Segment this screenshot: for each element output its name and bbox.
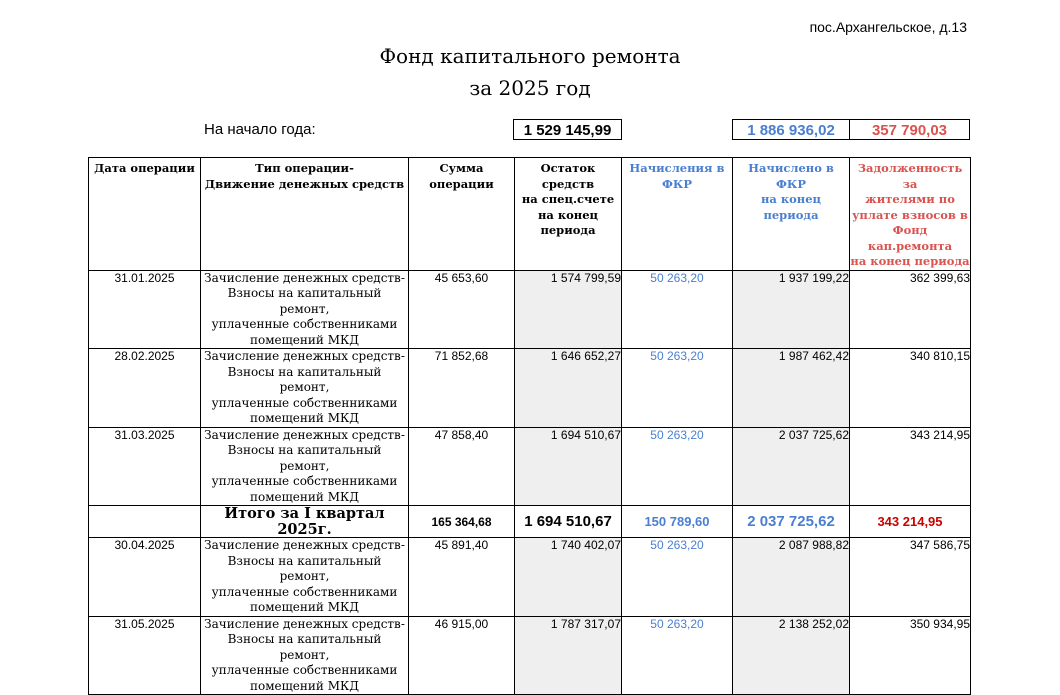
- fund-table: [88, 157, 971, 695]
- total-balance: 1 694 510,67: [515, 506, 622, 538]
- table-row: [89, 538, 971, 617]
- opening-accrued: 1 886 936,02: [732, 119, 849, 140]
- cell-balance: 1 694 510,67: [515, 427, 622, 506]
- cell-debt: 340 810,15: [850, 349, 971, 428]
- cell-date: 28.02.2025: [89, 349, 201, 428]
- address: пос.Архангельское, д.13: [809, 19, 967, 35]
- cell-charges: 50 263,20: [622, 349, 733, 428]
- opening-label: На начало года:: [204, 121, 316, 138]
- document-title: Фонд капитального ремонта: [379, 44, 681, 68]
- header-charges: Начисления в ФКР: [622, 158, 733, 271]
- cell-balance: 1 740 402,07: [515, 538, 622, 617]
- cell-accrued: 1 987 462,42: [733, 349, 850, 428]
- header-accrued: Начислено в ФКР на конец периода: [733, 158, 850, 271]
- header-date: Дата операции: [89, 158, 201, 271]
- cell-charges: 50 263,20: [622, 270, 733, 349]
- cell-date: 31.05.2025: [89, 616, 201, 695]
- cell-type: Зачисление денежных средств- Взносы на капитальный ремонт, уплаченные собственниками помещений МКД: [201, 538, 409, 617]
- cell-balance: 1 646 652,27: [515, 349, 622, 428]
- cell-amount: 45 653,60: [409, 270, 515, 349]
- cell-amount: 47 858,40: [409, 427, 515, 506]
- cell-type: Зачисление денежных средств- Взносы на капитальный ремонт, уплаченные собственниками помещений МКД: [201, 616, 409, 695]
- cell-debt: 347 586,75: [850, 538, 971, 617]
- cell-accrued: 1 937 199,22: [733, 270, 850, 349]
- header-balance: Остаток средств на спец.счете на конец периода: [515, 158, 622, 271]
- cell-charges: 50 263,20: [622, 616, 733, 695]
- header-debt: Задолженность за жителями по уплате взносов в Фонд кап.ремонта на конец периода: [850, 158, 971, 271]
- table-row: [89, 270, 971, 349]
- cell-debt: 350 934,95: [850, 616, 971, 695]
- total-accrued: 2 037 725,62: [733, 506, 850, 538]
- cell-balance: 1 787 317,07: [515, 616, 622, 695]
- header-amount: Сумма операции: [409, 158, 515, 271]
- cell-debt: 343 214,95: [850, 427, 971, 506]
- cell-type: Зачисление денежных средств- Взносы на капитальный ремонт, уплаченные собственниками помещений МКД: [201, 270, 409, 349]
- cell-amount: 45 891,40: [409, 538, 515, 617]
- cell-date: 31.03.2025: [89, 427, 201, 506]
- table-header-row: [89, 158, 971, 271]
- cell-date: 31.01.2025: [89, 270, 201, 349]
- total-amount: 165 364,68: [409, 506, 515, 538]
- cell-type: Зачисление денежных средств- Взносы на капитальный ремонт, уплаченные собственниками помещений МКД: [201, 427, 409, 506]
- cell-charges: 50 263,20: [622, 538, 733, 617]
- cell-accrued: 2 138 252,02: [733, 616, 850, 695]
- total-row-q1: [89, 506, 971, 538]
- total-charges: 150 789,60: [622, 506, 733, 538]
- table-row: [89, 616, 971, 695]
- cell-accrued: 2 087 988,82: [733, 538, 850, 617]
- header-type: Тип операции- Движение денежных средств: [201, 158, 409, 271]
- total-label: Итого за I квартал 2025г.: [201, 506, 409, 538]
- cell-amount: 71 852,68: [409, 349, 515, 428]
- total-date-empty: [89, 506, 201, 538]
- table-row: [89, 427, 971, 506]
- cell-debt: 362 399,63: [850, 270, 971, 349]
- total-debt: 343 214,95: [850, 506, 971, 538]
- table-row: [89, 349, 971, 428]
- cell-accrued: 2 037 725,62: [733, 427, 850, 506]
- cell-date: 30.04.2025: [89, 538, 201, 617]
- opening-balance: 1 529 145,99: [513, 119, 622, 140]
- cell-charges: 50 263,20: [622, 427, 733, 506]
- document-subtitle: за 2025 год: [469, 76, 591, 100]
- cell-type: Зачисление денежных средств- Взносы на капитальный ремонт, уплаченные собственниками помещений МКД: [201, 349, 409, 428]
- cell-amount: 46 915,00: [409, 616, 515, 695]
- opening-debt: 357 790,03: [849, 119, 970, 140]
- cell-balance: 1 574 799,59: [515, 270, 622, 349]
